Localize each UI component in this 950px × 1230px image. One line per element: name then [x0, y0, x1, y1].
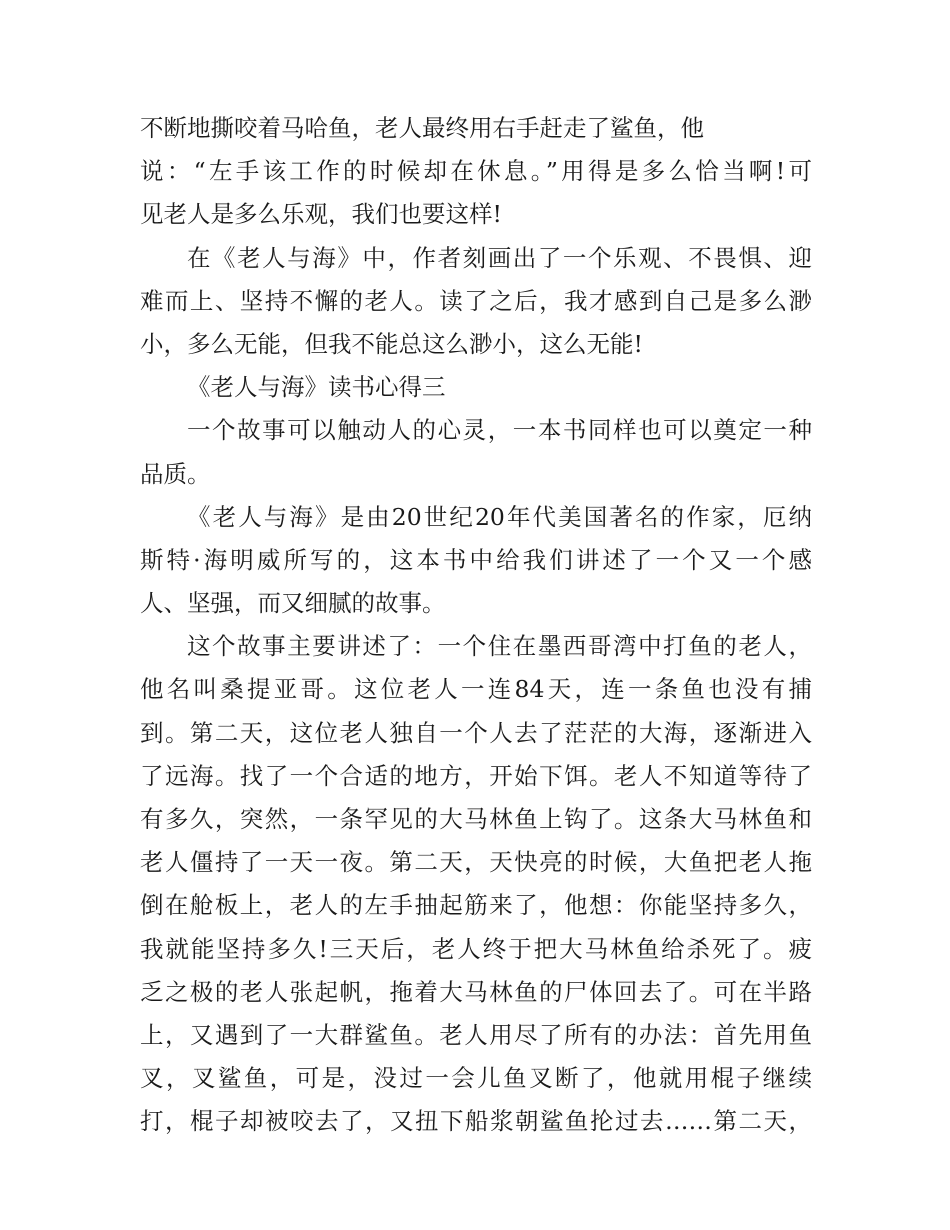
text-line: 打，棍子却被咬去了，又扭下船浆朝鲨鱼抡过去……第二天， [140, 1107, 812, 1136]
text-line: 不断地撕咬着马哈鱼，老人最终用右手赶走了鲨鱼，他 [140, 114, 704, 142]
text-line: 老人僵持了一天一夜。第二天，天快亮的时候，大鱼把老人拖 [140, 848, 812, 877]
text-line: 品质。 [140, 459, 211, 488]
paragraph-first-line: 这个故事主要讲述了：一个住在墨西哥湾中打鱼的老人， [187, 632, 812, 661]
paragraph-first-line: 一个故事可以触动人的心灵，一本书同样也可以奠定一种 [187, 416, 812, 445]
text-line: 了远海。找了一个合适的地方，开始下饵。老人不知道等待了 [140, 761, 812, 790]
text-line: 见老人是多么乐观，我们也要这样! [140, 200, 502, 229]
text-line: 乏之极的老人张起帆，拖着大马林鱼的尸体回去了。可在半路 [140, 977, 812, 1006]
text-line: 小，多么无能，但我不能总这么渺小，这么无能! [140, 329, 643, 358]
text-line: 上，又遇到了一大群鲨鱼。老人用尽了所有的办法：首先用鱼 [140, 1020, 812, 1049]
text-line: 我就能坚持多久!三天后，老人终于把大马林鱼给杀死了。疲 [140, 934, 812, 963]
text-line: 难而上、坚持不懈的老人。读了之后，我才感到自己是多么渺 [140, 286, 812, 315]
section-heading: 《老人与海》读书心得三 [187, 373, 446, 402]
document-body [140, 107, 812, 1144]
text-line: 叉，叉鲨鱼，可是，没过一会儿鱼叉断了，他就用棍子继续 [140, 1064, 812, 1093]
text-line: 倒在舱板上，老人的左手抽起筋来了，他想：你能坚持多久， [140, 891, 812, 920]
text-line: 说：“左手该工作的时候却在休息。”用得是多么恰当啊!可 [140, 157, 812, 186]
text-line: 斯特·海明威所写的，这本书中给我们讲述了一个又一个感 [140, 545, 812, 574]
text-line: 他名叫桑提亚哥。这位老人一连84天，连一条鱼也没有捕 [140, 675, 812, 704]
paragraph-first-line: 在《老人与海》中，作者刻画出了一个乐观、不畏惧、迎 [187, 243, 812, 272]
text-line: 到。第二天，这位老人独自一个人去了茫茫的大海，逐渐进入 [140, 718, 812, 747]
text-line: 人、坚强，而又细腻的故事。 [140, 589, 446, 618]
paragraph-first-line: 《老人与海》是由20世纪20年代美国著名的作家，厄纳 [187, 502, 812, 531]
text-line: 有多久，突然，一条罕见的大马林鱼上钩了。这条大马林鱼和 [140, 805, 812, 833]
